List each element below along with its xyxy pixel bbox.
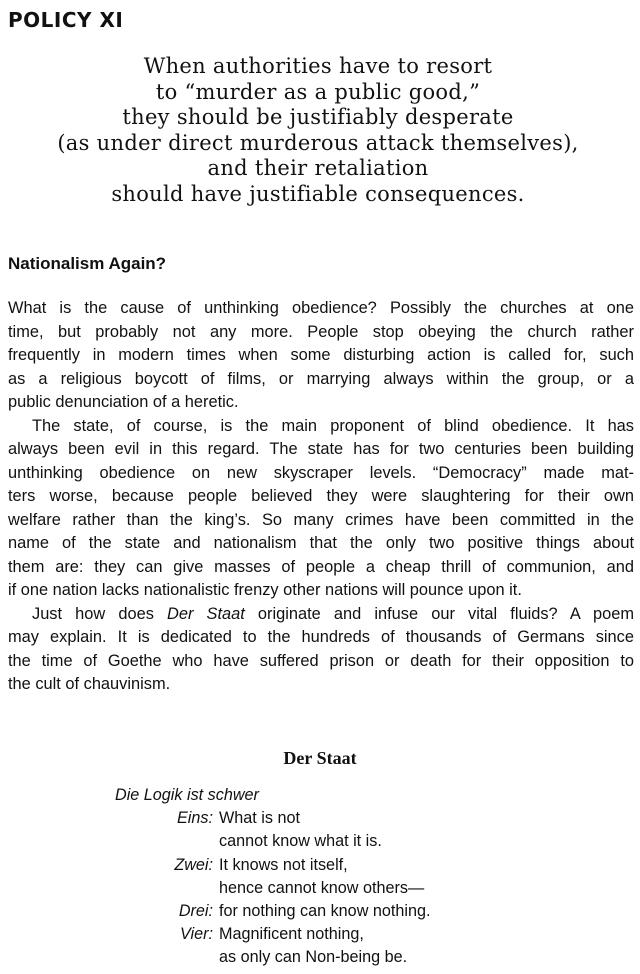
poem-title: Der Staat [283,748,357,768]
italic-title: Der Staat [167,604,245,623]
body-text [8,297,634,697]
text-line: What is the cause of unthinking obedience? Possibly the churches at one [8,299,634,317]
poem-line-number [115,946,219,969]
text-line: name of the state and nationalism that the only two positive things about [8,534,634,552]
poem-line [115,807,430,830]
poem-line [115,877,430,900]
text-line: public denunciation of a heretic. [8,393,239,411]
poem-line-text: hence cannot know others— [219,878,425,897]
poem-line-number: Drei: [178,902,213,921]
policy-statement [0,54,636,207]
text-line: time, but probably not any more. People stop obeying the church rather [8,322,634,341]
policy-statement-line: should have justifiable consequences. [111,181,525,206]
policy-title: POLICY XI [8,8,124,32]
poem [115,784,430,970]
poem-preface: Die Logik ist schwer [115,786,259,804]
poem-line [115,900,430,923]
poem-line-text: It knows not itself, [219,855,348,874]
text-line: them are: they can give masses of people a cheap thrill of communion, and [8,557,634,576]
text-line: the cult of chauvinism. [8,675,171,693]
text-fragment: Just how does [32,604,168,623]
poem-line [115,923,430,946]
text-line: unthinking obedience on new skyscraper levels. “Democracy” made mat- [8,463,634,482]
text-line: the time of Goethe who have suffered prison or death for their opposition to [8,651,634,670]
poem-line-number [115,877,219,900]
policy-statement-line: to “murder as a public good,” [155,79,481,104]
poem-line [115,830,430,853]
poem-line-text: cannot know what it is. [219,832,382,851]
poem-line-text: Magnificent nothing, [219,925,364,944]
policy-statement-line: When authorities have to resort [143,54,493,78]
poem-line-number: Eins: [177,809,213,828]
poem-line [115,854,430,877]
text-line: frequently in modern times when some disturbing action is called for, such [8,346,634,364]
poem-line-text: for nothing can know nothing. [219,902,431,921]
poem-line-number: Vier: [180,925,213,944]
text-line: always been evil in this regard. The state has for two centuries been building [8,440,634,458]
policy-statement-line: and their retaliation [207,156,429,180]
poem-line-text: What is not [219,809,300,828]
poem-line [115,946,430,969]
poem-line-text: as only can Non-being be. [219,948,408,967]
text-line: The state, of course, is the main proponent of blind obedience. It has [32,416,634,435]
text-line: ters worse, because people believed they were slaughtering for their own [8,487,634,505]
poem-line-number: Zwei: [174,855,213,874]
text-line [8,603,634,627]
text-line: welfare rather than the king’s. So many crimes have been committed in the [8,510,634,529]
text-fragment: originate and infuse our vital fluids? A poem [244,604,634,623]
poem-line-number [115,830,219,853]
policy-statement-line: (as under direct murderous attack themselves), [57,130,579,155]
text-line: as a religious boycott of films, or marrying always within the group, or a [8,369,634,388]
section-heading: Nationalism Again? [8,254,167,273]
text-line: may explain. It is dedicated to the hundreds of thousands of Germans since [8,628,634,646]
text-line: if one nation lacks nationalistic frenzy other nations will pounce upon it. [8,581,522,599]
policy-statement-line: they should be justifiably desperate [122,105,514,129]
